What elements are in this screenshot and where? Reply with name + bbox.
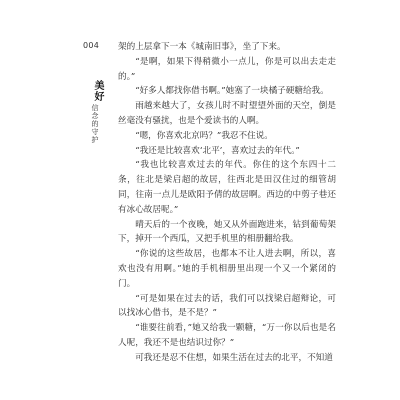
page-number: 004 <box>83 41 100 50</box>
paragraph: “可是如果在过去的话，我们可以找梁启超辩论，可以找冰心借书，是不是？” <box>118 293 336 319</box>
running-title-main: 美好 <box>92 80 103 102</box>
running-title-sub: 信念的守护 <box>91 104 99 144</box>
paragraph: 晴天后的一个夜晚，她又从外面跑进来，钻到葡萄架下，掉开一个西瓜，又把手机里的相册翻给我。 <box>118 219 336 245</box>
paragraph: “谁要往前看，”她又给我一颗糖，“万一你以后也是名人呢，我还不是也结识过你？” <box>118 323 336 348</box>
paragraph: 雨越来越大了，女孩儿时不时望望外面的天空，倒是丝毫没有骚扰，也是个爱读书的人啊。 <box>118 101 336 126</box>
paragraph: “好多人都找你借书啊。”她塞了一块橘子硬糖给我。 <box>135 86 329 97</box>
paragraph: “我也比较喜欢过去的年代。你住的这个东四十二条，往北是梁启超的故居，往西北是田汉住过的细管胡同，往南一点儿是欧阳予倩的故居啊。西边的中剪子巷还有冰心故居呢。” <box>118 160 336 215</box>
paragraph: 架的上层拿下一本《城南旧事》，坐了下来。 <box>118 42 286 52</box>
paragraph: “你说的这些故居，也都本不让人进去啊，所以，喜欢也没有用啊。”她的手机相册里出现一个又一个紧闭的门。 <box>118 249 336 289</box>
paragraph: “嗯，你喜欢北京吗？”我忍不住说。 <box>135 130 273 141</box>
paragraph: 可我还是忍不住想，如果生活在过去的北平，不知道 <box>135 352 333 363</box>
running-title <box>90 80 106 144</box>
body-text <box>118 40 336 366</box>
paragraph: “是啊，如果下得稍微小一点儿，你是可以出去走走的。” <box>118 56 336 82</box>
paragraph: “我还是比较喜欢‘北平’，喜欢过去的年代。” <box>135 145 300 156</box>
